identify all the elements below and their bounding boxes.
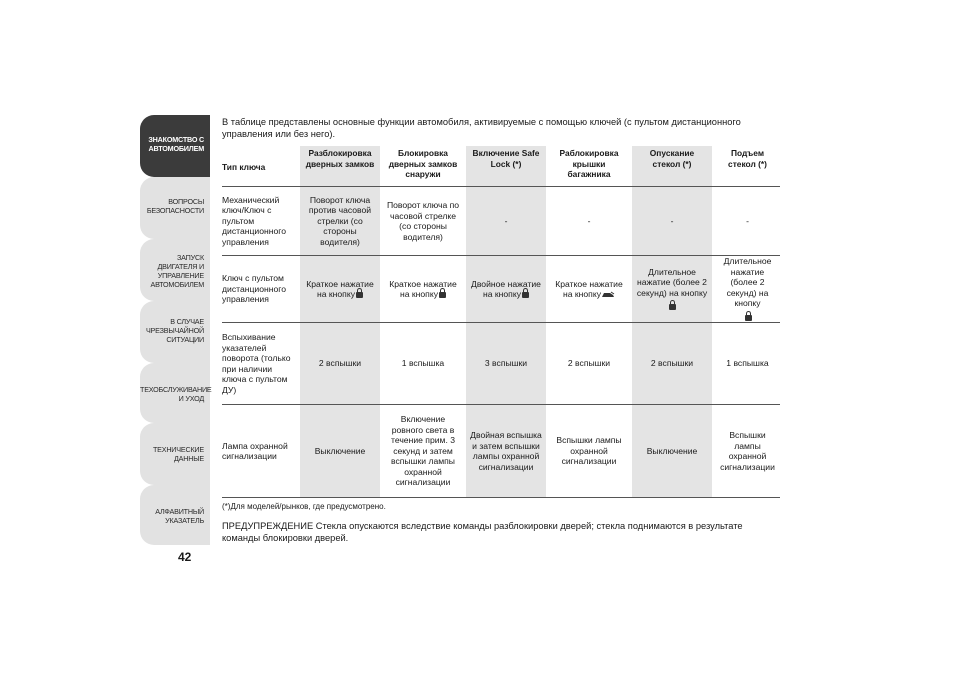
cell-text: 2 вспышки [318,358,362,369]
cell-text: Включение ровного света в течение прим. 3 секунд и затем вспышки лампы охранной сигнализации [391,414,455,488]
row-label-text: Вспыхивание указателей поворота (только при наличии ключа с пультом ДУ) [222,332,291,395]
header-label: Тип ключа [222,161,266,172]
cell-text: - [670,215,674,226]
cell-text: Выключение [646,445,698,456]
cell-text: Краткое нажатие на кнопку [306,278,374,299]
table-cell [632,405,712,497]
table-row [222,405,780,498]
table-cell [383,405,463,497]
table-cell [715,323,780,404]
tab-label: ТЕХОБСЛУЖИВАНИЕ И УХОД [140,385,212,403]
key-functions-table [222,146,780,498]
tab-label: ЗАПУСК ДВИГАТЕЛЯ И УПРАВЛЕНИЕ АВТОМОБИЛЕМ [150,253,204,289]
table-cell [383,256,463,322]
header-cell [549,146,629,186]
tab-maintenance[interactable] [140,363,210,423]
cell-text: 2 вспышки [567,358,611,369]
header-label: Блокировка дверных замков снаружи [388,148,458,179]
row-label-text: Лампа охранной сигнализации [222,440,288,461]
lock-icon [439,292,446,298]
table-cell [466,405,546,497]
table-cell [715,256,780,322]
footnote: (*)Для моделей/рынков, где предусмотрено. [222,502,386,511]
table-cell [300,187,380,255]
row-label-text: Механический ключ/Ключ с пультом дистанционного управления [222,194,286,247]
header-label: Раблокировка крышки багажника [559,148,619,179]
table-cell [466,256,546,322]
tab-label: АЛФАВИТНЫЙ УКАЗАТЕЛЬ [155,507,204,525]
tab-label: ТЕХНИЧЕСКИЕ ДАННЫЕ [152,445,204,463]
cell-text: Поворот ключа по часовой стрелке (со стороны водителя) [386,200,460,242]
table-cell [549,256,629,322]
header-label: Подъем стекол (*) [728,148,767,169]
row-label [222,405,298,497]
table-cell [549,323,629,404]
cell-text: - [746,215,749,226]
table-cell [632,187,712,255]
tab-emergency[interactable] [140,301,210,363]
cell-text: Двойная вспышка и затем вспышки лампы охранной сигнализации [470,430,542,472]
warning-text: ПРЕДУПРЕЖДЕНИЕ Стекла опускаются вследствие команды разблокировки дверей; стекла поднимаются в результате команды блокировки дверей. [222,521,743,543]
header-cell [715,146,780,186]
table-cell [300,323,380,404]
cell-text: Двойное нажатие на кнопку [471,278,541,299]
header-label: Включение Safe Lock (*) [472,148,540,169]
row-label [222,256,298,322]
cell-text: Вспышки лампы охранной сигнализации [720,430,775,472]
row-label-text: Ключ с пультом дистанционного управления [222,273,286,305]
table-cell [300,256,380,322]
table-cell [466,323,546,404]
cell-text: 1 вспышка [401,358,445,369]
cell-text: Краткое нажатие на кнопку [389,278,457,299]
header-cell [222,146,298,186]
table-row [222,187,780,256]
cell-text: Длительное нажатие (более 2 секунд) на кнопку [636,266,708,298]
cell-text: - [587,215,591,226]
table-cell [466,187,546,255]
table-header [222,146,780,187]
tab-label: В СЛУЧАЕ ЧРЕЗВЫЧАЙНОЙ СИТУАЦИИ [145,317,204,344]
lock-icon [745,315,752,321]
page-number: 42 [178,550,192,564]
header-cell [466,146,546,186]
cell-text: - [504,215,508,226]
lock-icon [356,292,363,298]
table-row [222,323,780,405]
table-cell [300,405,380,497]
header-cell [383,146,463,186]
lock-icon [669,304,676,310]
header-label: Опускание стекол (*) [649,148,695,169]
table-cell [383,187,463,255]
table-cell [715,187,780,255]
cell-text: Вспышки лампы охранной сигнализации [556,435,622,467]
tab-starting[interactable] [140,239,210,301]
tab-intro[interactable] [140,115,210,177]
tab-index[interactable] [140,485,210,545]
cell-text: 3 вспышки [484,358,528,369]
tab-technical[interactable] [140,423,210,485]
table-cell [632,323,712,404]
table-cell [715,405,780,497]
cell-text: Выключение [314,445,366,456]
tab-safety[interactable] [140,177,210,239]
tab-label: ЗНАКОМСТВО С АВТОМОБИЛЕМ [148,135,204,153]
cell-text: Краткое нажатие на кнопку [555,278,623,299]
cell-text: 2 вспышки [650,358,694,369]
row-label [222,323,298,404]
table-cell [383,323,463,404]
table-cell [632,256,712,322]
tab-label: ВОПРОСЫ БЕЗОПАСНОСТИ [146,197,204,215]
header-label: Разблокировка дверных замков [305,148,375,169]
cell-text: Длительное нажатие (более 2 секунд) на кнопку [723,256,772,308]
cell-text: Поворот ключа против часовой стрелки (со стороны водителя) [308,194,372,247]
trunk-icon [601,291,615,298]
cell-text: 1 вспышка [726,358,769,369]
table-row [222,256,780,323]
table-cell [549,405,629,497]
lock-icon [522,292,529,298]
table-cell [549,187,629,255]
intro-text: В таблице представлены основные функции автомобиля, активируемые с помощью ключей (с пультом дистанционного управления или без него). [222,117,741,139]
header-cell [632,146,712,186]
row-label [222,187,298,255]
header-cell [300,146,380,186]
